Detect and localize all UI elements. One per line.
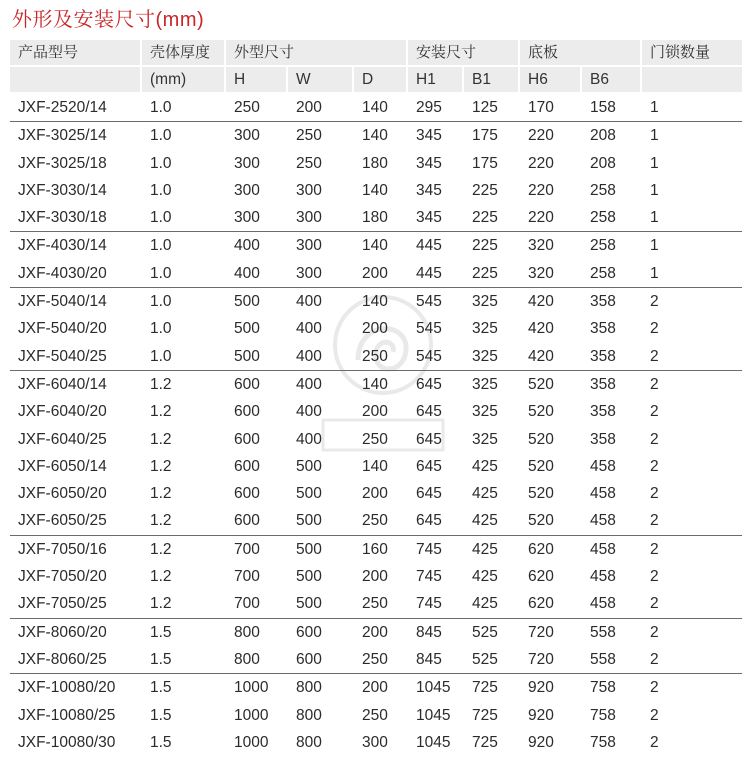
model-cell: JXF-7050/25 [18, 595, 107, 613]
model-cell: JXF-7050/16 [18, 540, 107, 558]
table-row [10, 426, 742, 453]
h6-cell: 620 [528, 595, 554, 613]
h6-cell: 520 [528, 485, 554, 503]
lock-count-cell: 2 [650, 485, 659, 503]
table-row [10, 288, 742, 315]
b6-cell: 458 [590, 485, 616, 503]
lock-count-cell: 2 [650, 375, 659, 393]
b1-cell: 525 [472, 650, 498, 668]
title-unit: (mm) [155, 9, 205, 31]
h6-cell: 220 [528, 127, 554, 145]
thickness-cell: 1.5 [150, 706, 172, 724]
b6-cell: 258 [590, 181, 616, 199]
d-cell: 160 [362, 540, 388, 558]
h-cell: 1000 [234, 733, 269, 751]
d-cell: 140 [362, 375, 388, 393]
b6-cell: 458 [590, 457, 616, 475]
subheader-thickness-unit: (mm) [142, 67, 224, 92]
thickness-cell: 1.0 [150, 181, 172, 199]
b6-cell: 358 [590, 403, 616, 421]
h1-cell: 745 [416, 568, 442, 586]
h-cell: 700 [234, 595, 260, 613]
lock-count-cell: 2 [650, 512, 659, 530]
header-base-plate: 底板 [520, 40, 640, 65]
h1-cell: 345 [416, 181, 442, 199]
model-cell: JXF-5040/20 [18, 320, 107, 338]
w-cell: 300 [296, 264, 322, 282]
h1-cell: 345 [416, 154, 442, 172]
b1-cell: 425 [472, 457, 498, 475]
dimensions-table [10, 40, 742, 756]
subheader-w: W [288, 67, 352, 92]
thickness-cell: 1.2 [150, 568, 172, 586]
w-cell: 400 [296, 347, 322, 365]
w-cell: 500 [296, 595, 322, 613]
model-cell: JXF-8060/20 [18, 623, 107, 641]
table-row [10, 371, 742, 398]
b6-cell: 558 [590, 650, 616, 668]
d-cell: 200 [362, 264, 388, 282]
b6-cell: 758 [590, 706, 616, 724]
h1-cell: 345 [416, 209, 442, 227]
h1-cell: 645 [416, 430, 442, 448]
table-row [10, 122, 742, 149]
w-cell: 600 [296, 650, 322, 668]
b1-cell: 725 [472, 679, 498, 697]
model-cell: JXF-7050/20 [18, 568, 107, 586]
b6-cell: 358 [590, 375, 616, 393]
w-cell: 400 [296, 320, 322, 338]
w-cell: 300 [296, 181, 322, 199]
h-cell: 500 [234, 320, 260, 338]
h6-cell: 520 [528, 430, 554, 448]
h-cell: 1000 [234, 679, 269, 697]
d-cell: 250 [362, 430, 388, 448]
b6-cell: 758 [590, 733, 616, 751]
h1-cell: 645 [416, 457, 442, 475]
model-cell: JXF-5040/14 [18, 293, 107, 311]
header-install-dimensions: 安装尺寸 [408, 40, 518, 65]
h1-cell: 545 [416, 293, 442, 311]
d-cell: 250 [362, 595, 388, 613]
model-cell: JXF-8060/25 [18, 650, 107, 668]
h1-cell: 645 [416, 375, 442, 393]
thickness-cell: 1.0 [150, 320, 172, 338]
title-text: 外形及安装尺寸 [12, 7, 156, 31]
lock-count-cell: 2 [650, 650, 659, 668]
h-cell: 800 [234, 650, 260, 668]
b1-cell: 325 [472, 320, 498, 338]
subheader-b1: B1 [464, 67, 518, 92]
thickness-cell: 1.0 [150, 237, 172, 255]
h6-cell: 220 [528, 209, 554, 227]
h-cell: 300 [234, 127, 260, 145]
lock-count-cell: 2 [650, 679, 659, 697]
h1-cell: 845 [416, 650, 442, 668]
b6-cell: 358 [590, 320, 616, 338]
b6-cell: 458 [590, 595, 616, 613]
d-cell: 140 [362, 457, 388, 475]
table-row [10, 619, 742, 646]
table-row [10, 646, 742, 674]
table-row [10, 563, 742, 590]
h1-cell: 345 [416, 127, 442, 145]
h1-cell: 645 [416, 403, 442, 421]
b6-cell: 458 [590, 568, 616, 586]
d-cell: 250 [362, 512, 388, 530]
h-cell: 500 [234, 347, 260, 365]
b1-cell: 425 [472, 568, 498, 586]
b6-cell: 258 [590, 209, 616, 227]
h6-cell: 320 [528, 264, 554, 282]
h6-cell: 170 [528, 99, 554, 116]
h-cell: 400 [234, 264, 260, 282]
w-cell: 800 [296, 679, 322, 697]
d-cell: 300 [362, 733, 388, 751]
table-row [10, 590, 742, 618]
lock-count-cell: 2 [650, 568, 659, 586]
h6-cell: 220 [528, 154, 554, 172]
model-cell: JXF-6050/20 [18, 485, 107, 503]
b6-cell: 258 [590, 237, 616, 255]
d-cell: 200 [362, 485, 388, 503]
model-cell: JXF-6040/25 [18, 430, 107, 448]
w-cell: 400 [296, 293, 322, 311]
h-cell: 600 [234, 485, 260, 503]
d-cell: 200 [362, 320, 388, 338]
table-row [10, 232, 742, 259]
w-cell: 500 [296, 457, 322, 475]
b6-cell: 558 [590, 623, 616, 641]
table-row [10, 94, 742, 122]
model-cell: JXF-10080/20 [18, 679, 116, 697]
h-cell: 600 [234, 375, 260, 393]
model-cell: JXF-5040/25 [18, 347, 107, 365]
d-cell: 200 [362, 568, 388, 586]
lock-count-cell: 2 [650, 457, 659, 475]
lock-count-cell: 1 [650, 181, 659, 199]
b6-cell: 258 [590, 264, 616, 282]
model-cell: JXF-2520/14 [18, 99, 107, 116]
w-cell: 300 [296, 237, 322, 255]
h1-cell: 445 [416, 264, 442, 282]
h6-cell: 420 [528, 293, 554, 311]
thickness-cell: 1.5 [150, 623, 172, 641]
page-title [12, 2, 204, 36]
lock-count-cell: 2 [650, 706, 659, 724]
b1-cell: 325 [472, 375, 498, 393]
d-cell: 200 [362, 623, 388, 641]
b6-cell: 358 [590, 430, 616, 448]
model-cell: JXF-6040/14 [18, 375, 107, 393]
h6-cell: 320 [528, 237, 554, 255]
table-row [10, 480, 742, 507]
d-cell: 180 [362, 209, 388, 227]
lock-count-cell: 2 [650, 403, 659, 421]
b1-cell: 225 [472, 209, 498, 227]
d-cell: 140 [362, 99, 388, 116]
h-cell: 700 [234, 540, 260, 558]
h6-cell: 720 [528, 623, 554, 641]
h6-cell: 920 [528, 706, 554, 724]
subheader-b6: B6 [582, 67, 640, 92]
b1-cell: 425 [472, 485, 498, 503]
lock-count-cell: 2 [650, 733, 659, 751]
thickness-cell: 1.2 [150, 512, 172, 530]
model-cell: JXF-6040/20 [18, 403, 107, 421]
h6-cell: 520 [528, 512, 554, 530]
b1-cell: 325 [472, 403, 498, 421]
h6-cell: 620 [528, 568, 554, 586]
lock-count-cell: 1 [650, 99, 659, 116]
table-row [10, 398, 742, 425]
table-row [10, 343, 742, 371]
table-row [10, 536, 742, 563]
lock-count-cell: 1 [650, 237, 659, 255]
table-row [10, 315, 742, 342]
b1-cell: 175 [472, 154, 498, 172]
model-cell: JXF-4030/14 [18, 237, 107, 255]
h6-cell: 920 [528, 679, 554, 697]
h1-cell: 1045 [416, 733, 451, 751]
w-cell: 500 [296, 568, 322, 586]
h6-cell: 620 [528, 540, 554, 558]
h-cell: 500 [234, 293, 260, 311]
subheader-h: H [226, 67, 286, 92]
lock-count-cell: 1 [650, 154, 659, 172]
thickness-cell: 1.2 [150, 485, 172, 503]
subheader-h6: H6 [520, 67, 580, 92]
b6-cell: 458 [590, 512, 616, 530]
lock-count-cell: 2 [650, 430, 659, 448]
lock-count-cell: 1 [650, 264, 659, 282]
h6-cell: 420 [528, 347, 554, 365]
d-cell: 140 [362, 181, 388, 199]
lock-count-cell: 2 [650, 540, 659, 558]
table-row [10, 674, 742, 701]
header-lock-count: 门锁数量 [642, 40, 742, 65]
b1-cell: 725 [472, 733, 498, 751]
w-cell: 400 [296, 403, 322, 421]
lock-count-cell: 2 [650, 595, 659, 613]
h1-cell: 295 [416, 99, 442, 116]
w-cell: 400 [296, 430, 322, 448]
h1-cell: 545 [416, 347, 442, 365]
h-cell: 600 [234, 403, 260, 421]
d-cell: 250 [362, 650, 388, 668]
table-row [10, 729, 742, 756]
h-cell: 700 [234, 568, 260, 586]
h6-cell: 520 [528, 457, 554, 475]
thickness-cell: 1.0 [150, 99, 172, 116]
h1-cell: 645 [416, 512, 442, 530]
model-cell: JXF-3030/18 [18, 209, 107, 227]
thickness-cell: 1.2 [150, 403, 172, 421]
h1-cell: 1045 [416, 706, 451, 724]
thickness-cell: 1.2 [150, 540, 172, 558]
h1-cell: 845 [416, 623, 442, 641]
thickness-cell: 1.0 [150, 293, 172, 311]
thickness-cell: 1.2 [150, 375, 172, 393]
table-body [10, 94, 742, 756]
w-cell: 800 [296, 706, 322, 724]
header-outer-dimensions: 外型尺寸 [226, 40, 406, 65]
b6-cell: 358 [590, 293, 616, 311]
w-cell: 500 [296, 540, 322, 558]
d-cell: 140 [362, 127, 388, 145]
table-header-row [10, 40, 742, 67]
thickness-cell: 1.0 [150, 127, 172, 145]
h1-cell: 545 [416, 320, 442, 338]
b1-cell: 525 [472, 623, 498, 641]
thickness-cell: 1.0 [150, 154, 172, 172]
table-subheader-row [10, 67, 742, 94]
b6-cell: 208 [590, 154, 616, 172]
thickness-cell: 1.2 [150, 430, 172, 448]
b1-cell: 725 [472, 706, 498, 724]
d-cell: 140 [362, 237, 388, 255]
b1-cell: 325 [472, 293, 498, 311]
w-cell: 200 [296, 99, 322, 116]
thickness-cell: 1.5 [150, 733, 172, 751]
d-cell: 180 [362, 154, 388, 172]
b6-cell: 458 [590, 540, 616, 558]
model-cell: JXF-4030/20 [18, 264, 107, 282]
table-row [10, 204, 742, 232]
subheader-blank [10, 67, 140, 92]
h-cell: 800 [234, 623, 260, 641]
d-cell: 250 [362, 706, 388, 724]
b1-cell: 325 [472, 430, 498, 448]
lock-count-cell: 2 [650, 320, 659, 338]
w-cell: 500 [296, 485, 322, 503]
b6-cell: 158 [590, 99, 616, 116]
h-cell: 600 [234, 512, 260, 530]
d-cell: 200 [362, 679, 388, 697]
h-cell: 600 [234, 430, 260, 448]
w-cell: 800 [296, 733, 322, 751]
model-cell: JXF-3030/14 [18, 181, 107, 199]
w-cell: 500 [296, 512, 322, 530]
model-cell: JXF-3025/14 [18, 127, 107, 145]
lock-count-cell: 2 [650, 347, 659, 365]
h-cell: 1000 [234, 706, 269, 724]
b1-cell: 225 [472, 181, 498, 199]
header-thickness: 壳体厚度 [142, 40, 224, 65]
h1-cell: 745 [416, 595, 442, 613]
h-cell: 300 [234, 181, 260, 199]
table-row [10, 260, 742, 288]
d-cell: 250 [362, 347, 388, 365]
b1-cell: 175 [472, 127, 498, 145]
d-cell: 140 [362, 293, 388, 311]
table-row [10, 702, 742, 729]
thickness-cell: 1.0 [150, 209, 172, 227]
model-cell: JXF-6050/14 [18, 457, 107, 475]
w-cell: 250 [296, 127, 322, 145]
d-cell: 200 [362, 403, 388, 421]
h-cell: 250 [234, 99, 260, 116]
table-row [10, 507, 742, 535]
table-row [10, 177, 742, 204]
w-cell: 250 [296, 154, 322, 172]
b1-cell: 425 [472, 512, 498, 530]
subheader-h1: H1 [408, 67, 462, 92]
h6-cell: 520 [528, 375, 554, 393]
thickness-cell: 1.0 [150, 347, 172, 365]
h1-cell: 745 [416, 540, 442, 558]
thickness-cell: 1.5 [150, 679, 172, 697]
thickness-cell: 1.2 [150, 595, 172, 613]
model-cell: JXF-3025/18 [18, 154, 107, 172]
header-model: 产品型号 [10, 40, 140, 65]
model-cell: JXF-10080/30 [18, 733, 116, 751]
h1-cell: 445 [416, 237, 442, 255]
thickness-cell: 1.2 [150, 457, 172, 475]
b6-cell: 758 [590, 679, 616, 697]
h6-cell: 220 [528, 181, 554, 199]
h-cell: 600 [234, 457, 260, 475]
b1-cell: 425 [472, 540, 498, 558]
model-cell: JXF-6050/25 [18, 512, 107, 530]
b1-cell: 225 [472, 264, 498, 282]
b1-cell: 125 [472, 99, 498, 116]
w-cell: 600 [296, 623, 322, 641]
b1-cell: 325 [472, 347, 498, 365]
h6-cell: 520 [528, 403, 554, 421]
b6-cell: 208 [590, 127, 616, 145]
w-cell: 300 [296, 209, 322, 227]
table-row [10, 150, 742, 177]
h-cell: 300 [234, 209, 260, 227]
w-cell: 400 [296, 375, 322, 393]
h6-cell: 920 [528, 733, 554, 751]
h-cell: 300 [234, 154, 260, 172]
h1-cell: 1045 [416, 679, 451, 697]
h-cell: 400 [234, 237, 260, 255]
lock-count-cell: 1 [650, 209, 659, 227]
thickness-cell: 1.5 [150, 650, 172, 668]
h1-cell: 645 [416, 485, 442, 503]
b6-cell: 358 [590, 347, 616, 365]
h6-cell: 420 [528, 320, 554, 338]
lock-count-cell: 2 [650, 293, 659, 311]
lock-count-cell: 1 [650, 127, 659, 145]
lock-count-cell: 2 [650, 623, 659, 641]
thickness-cell: 1.0 [150, 264, 172, 282]
model-cell: JXF-10080/25 [18, 706, 116, 724]
h6-cell: 720 [528, 650, 554, 668]
table-row [10, 453, 742, 480]
b1-cell: 225 [472, 237, 498, 255]
subheader-locks-blank [642, 67, 742, 92]
subheader-d: D [354, 67, 406, 92]
b1-cell: 425 [472, 595, 498, 613]
